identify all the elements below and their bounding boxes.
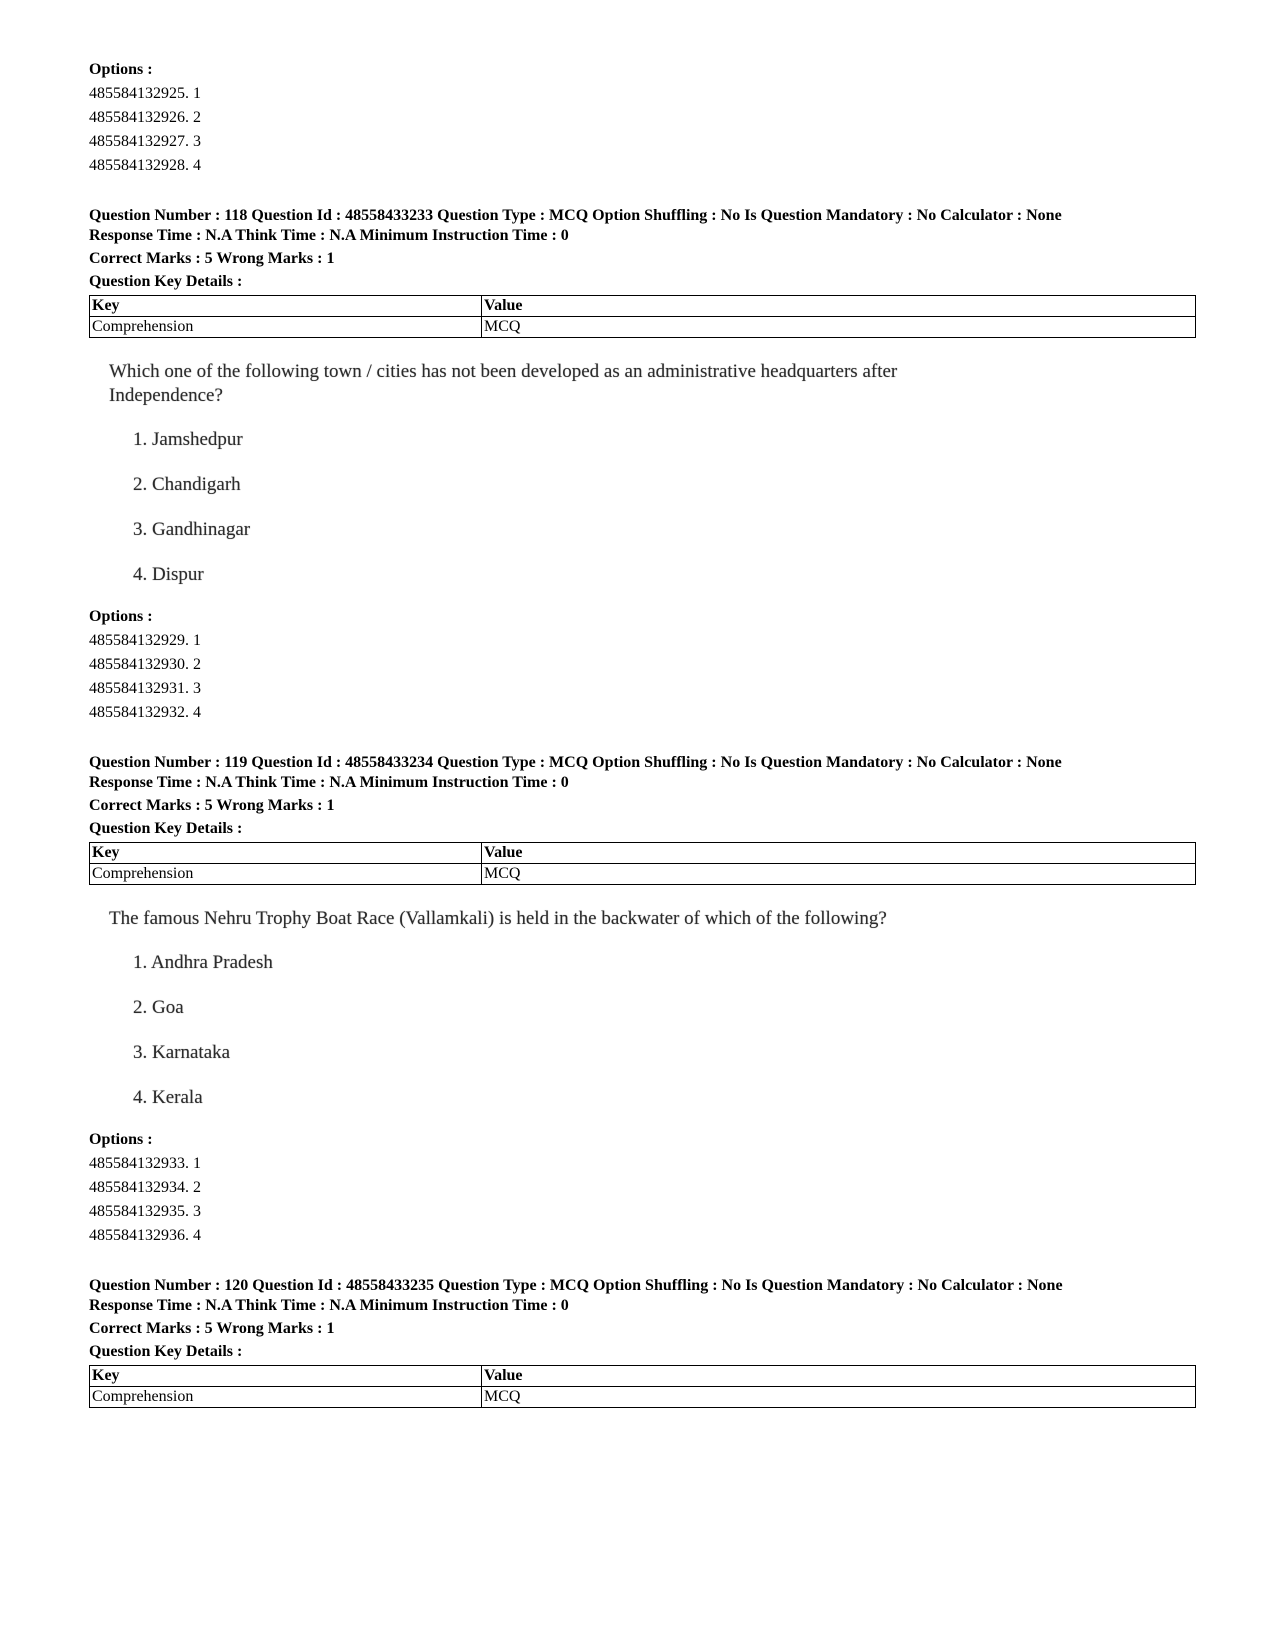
table-cell-value: MCQ xyxy=(482,864,1196,885)
table-row xyxy=(90,1387,1196,1408)
option-item: 485584132933. 1 xyxy=(89,1155,201,1172)
options-block xyxy=(89,605,1189,725)
question-key-heading: Question Key Details : xyxy=(89,1343,243,1360)
table-header-value: Value xyxy=(482,843,1196,864)
table-header-value: Value xyxy=(482,296,1196,317)
question-key-table xyxy=(89,1365,1196,1408)
table-header-row xyxy=(90,1366,1196,1387)
option-item: 485584132929. 1 xyxy=(89,632,201,649)
table-header-key: Key xyxy=(90,1366,482,1387)
question-marks: Correct Marks : 5 Wrong Marks : 1 xyxy=(89,797,335,814)
document-page xyxy=(89,58,1189,1408)
options-block-top xyxy=(89,58,1189,178)
table-row xyxy=(90,317,1196,338)
options-block xyxy=(89,1128,1189,1248)
option-item: 485584132931. 3 xyxy=(89,680,201,697)
table-header-row xyxy=(90,296,1196,317)
table-cell-key: Comprehension xyxy=(90,864,482,885)
table-cell-value: MCQ xyxy=(482,317,1196,338)
option-item: 485584132928. 4 xyxy=(89,157,201,174)
question-key-table xyxy=(89,295,1196,338)
question-meta-line2: Response Time : N.A Think Time : N.A Minimum Instruction Time : 0 xyxy=(89,774,569,791)
table-header-row xyxy=(90,843,1196,864)
question-meta-line2: Response Time : N.A Think Time : N.A Minimum Instruction Time : 0 xyxy=(89,227,569,244)
question-choice: 4. Dispur xyxy=(133,564,204,585)
table-cell-key: Comprehension xyxy=(90,317,482,338)
question-text: The famous Nehru Trophy Boat Race (Vallamkali) is held in the backwater of which of the following? xyxy=(109,908,887,929)
question-meta-line1: Question Number : 120 Question Id : 48558433235 Question Type : MCQ Option Shuffling : No Is Question Mandatory : No Calculator : None xyxy=(89,1277,1063,1294)
table-header-value: Value xyxy=(482,1366,1196,1387)
table-header-key: Key xyxy=(90,296,482,317)
question-choice: 1. Jamshedpur xyxy=(133,429,243,450)
question-key-heading: Question Key Details : xyxy=(89,820,243,837)
table-cell-value: MCQ xyxy=(482,1387,1196,1408)
question-choice: 2. Chandigarh xyxy=(133,474,241,495)
question-block-119 xyxy=(89,753,1189,1248)
options-heading: Options : xyxy=(89,61,153,78)
question-text: Which one of the following town / cities has not been developed as an administrative headquarters after Independence? xyxy=(109,361,898,406)
question-block-120 xyxy=(89,1276,1189,1408)
option-item: 485584132934. 2 xyxy=(89,1179,201,1196)
question-block-118 xyxy=(89,206,1189,725)
question-key-heading: Question Key Details : xyxy=(89,273,243,290)
question-meta-line2: Response Time : N.A Think Time : N.A Minimum Instruction Time : 0 xyxy=(89,1297,569,1314)
question-choice: 3. Karnataka xyxy=(133,1042,231,1063)
question-choice: 1. Andhra Pradesh xyxy=(133,952,273,973)
option-item: 485584132936. 4 xyxy=(89,1227,201,1244)
table-header-key: Key xyxy=(90,843,482,864)
question-marks: Correct Marks : 5 Wrong Marks : 1 xyxy=(89,250,335,267)
option-item: 485584132925. 1 xyxy=(89,85,201,102)
question-choice: 4. Kerala xyxy=(133,1087,203,1108)
table-cell-key: Comprehension xyxy=(90,1387,482,1408)
question-image xyxy=(109,907,1189,1110)
question-marks: Correct Marks : 5 Wrong Marks : 1 xyxy=(89,1320,335,1337)
table-row xyxy=(90,864,1196,885)
option-item: 485584132926. 2 xyxy=(89,109,201,126)
question-image xyxy=(109,360,1189,587)
question-key-table xyxy=(89,842,1196,885)
question-choice: 2. Goa xyxy=(133,997,184,1018)
options-heading: Options : xyxy=(89,608,153,625)
option-item: 485584132932. 4 xyxy=(89,704,201,721)
question-choice: 3. Gandhinagar xyxy=(133,519,251,540)
option-item: 485584132927. 3 xyxy=(89,133,201,150)
option-item: 485584132930. 2 xyxy=(89,656,201,673)
options-heading: Options : xyxy=(89,1131,153,1148)
question-meta-line1: Question Number : 119 Question Id : 48558433234 Question Type : MCQ Option Shuffling : No Is Question Mandatory : No Calculator : None xyxy=(89,754,1062,771)
question-meta-line1: Question Number : 118 Question Id : 48558433233 Question Type : MCQ Option Shuffling : No Is Question Mandatory : No Calculator : None xyxy=(89,207,1062,224)
option-item: 485584132935. 3 xyxy=(89,1203,201,1220)
